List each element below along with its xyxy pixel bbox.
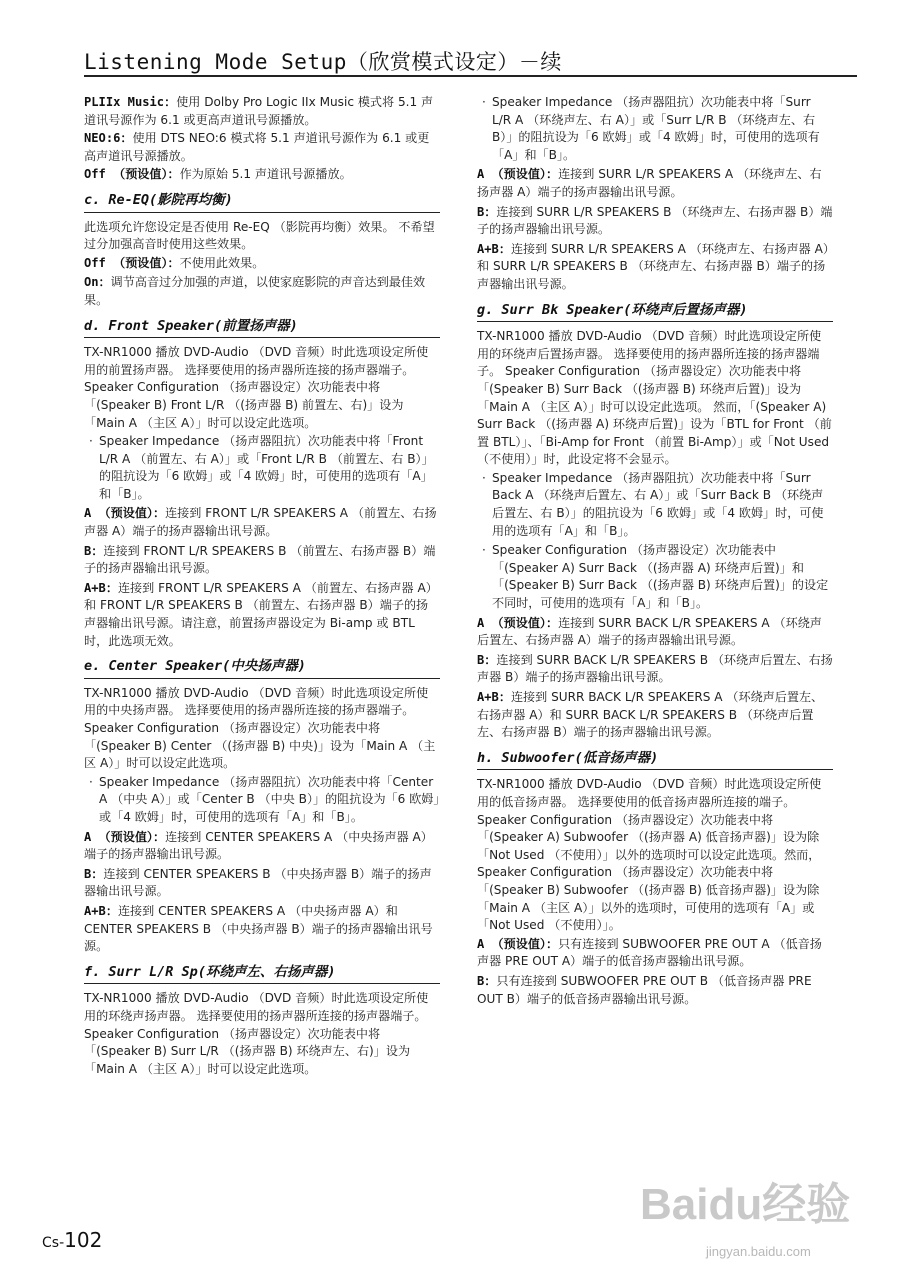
bullet-note: · Speaker Configuration （扬声器设定）次功能表中「(Speaker A) Surr Back （(扬声器 A) 环绕声后置)」和「(Speaker B) Surr Back （(扬声器 B) 环绕声后置)」的设定不同时，可使用的选项有「A」和「B」。 bbox=[477, 542, 833, 612]
option-item bbox=[84, 866, 440, 901]
option-neo6 bbox=[84, 130, 440, 165]
section-re-eq bbox=[84, 192, 440, 310]
option-text: 连接到 CENTER SPEAKERS A （中央扬声器 A）端子的扬声器输出讯号源。 bbox=[84, 829, 433, 862]
option-term: A （预设值）： bbox=[477, 936, 559, 951]
right-column bbox=[477, 94, 833, 1012]
page-title: Listening Mode Setup（欣赏模式设定）－续 bbox=[84, 50, 562, 74]
bullet-note: · Speaker Impedance （扬声器阻抗）次功能表中将「Surr Back A （环绕声后置左、右 A）」或「Surr Back B （环绕声后置左、右 B）」的阻抗设为「6 欧姆」或「4 欧姆」时，可使用的选项有「A」和「B」。 bbox=[477, 470, 833, 540]
option-text: 连接到 FRONT L/R SPEAKERS A （前置左、右扬声器 A）端子的扬声器输出讯号源。 bbox=[84, 506, 437, 539]
option-text: 连接到 SURR BACK L/R SPEAKERS A （环绕声后置左、右扬声器 A）端子的扬声器输出讯号源。 bbox=[477, 615, 822, 648]
option-term: A （预设值）： bbox=[477, 615, 559, 630]
option-term: NEO:6： bbox=[84, 131, 133, 146]
option-text: 只有连接到 SUBWOOFER PRE OUT A （低音扬声器 PRE OUT A）端子的低音扬声器输出讯号源。 bbox=[477, 936, 822, 969]
option-item bbox=[477, 204, 833, 239]
section-surr-back bbox=[477, 302, 833, 742]
section-heading: h. Subwoofer(低音扬声器) bbox=[477, 750, 833, 771]
option-text: 作为原始 5.1 声道讯号源播放。 bbox=[179, 167, 352, 182]
option-item bbox=[84, 829, 440, 864]
option-text: 不使用此效果。 bbox=[179, 255, 265, 270]
section-heading: d. Front Speaker(前置扬声器) bbox=[84, 318, 440, 339]
option-text: 调节高音过分加强的声道，以使家庭影院的声音达到最佳效果。 bbox=[84, 275, 426, 307]
watermark-logo: Baidu经验 bbox=[640, 1180, 851, 1229]
option-term: B： bbox=[477, 973, 497, 988]
bullet-note: · Speaker Impedance （扬声器阻抗）次功能表中将「Front L/R A （前置左、右 A）」或「Front L/R B （前置左、右 B）」的阻抗设为「6 欧姆」或「4 欧姆」时，可使用的选项有「A」和「B」。 bbox=[84, 433, 440, 503]
section-surr-lr bbox=[84, 964, 440, 1079]
option-item bbox=[477, 241, 833, 294]
section-body: 此选项允许您设定是否使用 Re-EQ （影院再均衡）效果。 不希望过分加强高音时使用这些效果。 bbox=[84, 219, 435, 252]
section-heading: e. Center Speaker(中央扬声器) bbox=[84, 658, 440, 679]
section-heading: g. Surr Bk Speaker(环绕声后置扬声器) bbox=[477, 302, 833, 323]
option-text: 连接到 SURR BACK L/R SPEAKERS B （环绕声后置左、右扬声器 B）端子的扬声器输出讯号源。 bbox=[477, 652, 833, 685]
option-term: On： bbox=[84, 275, 111, 290]
option-item bbox=[477, 973, 833, 1008]
option-term: B： bbox=[477, 204, 497, 219]
section-body: TX-NR1000 播放 DVD-Audio （DVD 音频）时此选项设定所使用的中央扬声器。 选择要使用的扬声器所连接的扬声器端子。Speaker Configuration （扬声器设定）次功能表中将「(Speaker B) Center （(扬声器 B) 中央)」设为「Main A （主区 A）」时可以设定此选项。 bbox=[84, 685, 436, 771]
option-item bbox=[84, 543, 440, 578]
option-text: 连接到 FRONT L/R SPEAKERS B （前置左、右扬声器 B）端子的扬声器输出讯号源。 bbox=[84, 543, 436, 576]
section-heading: c. Re-EQ(影院再均衡) bbox=[84, 192, 440, 213]
option-term: A+B： bbox=[477, 690, 511, 704]
option-term: A+B： bbox=[84, 580, 118, 595]
option-text: 连接到 SURR BACK L/R SPEAKERS A （环绕声后置左、右扬声器 A）和 SURR BACK L/R SPEAKERS B （环绕声后置左、右扬声器 B）端子的扬声器输出讯号源。 bbox=[477, 690, 824, 740]
option-item bbox=[84, 505, 440, 540]
option-text: 连接到 SURR L/R SPEAKERS B （环绕声左、右扬声器 B）端子的扬声器输出讯号源。 bbox=[477, 204, 833, 237]
option-off bbox=[84, 166, 440, 184]
option-item bbox=[84, 255, 440, 273]
option-term: B： bbox=[84, 543, 104, 558]
section-body: TX-NR1000 播放 DVD-Audio （DVD 音频）时此选项设定所使用的环绕声扬声器。 选择要使用的扬声器所连接的扬声器端子。Speaker Configuration （扬声器设定）次功能表中将「(Speaker B) Surr L/R （(扬声器 B) 环绕声左、右)」设为「Main A （主区 A）」时可以设定此选项。 bbox=[84, 991, 429, 1076]
bullet-note: · Speaker Impedance （扬声器阻抗）次功能表中将「Surr L/R A （环绕声左、右 A）」或「Surr L/R B （环绕声左、右 B）」的阻抗设为「6 欧姆」或「4 欧姆」时，可使用的选项有「A」和「B」。 bbox=[477, 94, 833, 164]
page-prefix: Cs- bbox=[42, 1235, 65, 1251]
option-text: 连接到 CENTER SPEAKERS B （中央扬声器 B）端子的扬声器输出讯号源。 bbox=[84, 866, 432, 899]
section-body: TX-NR1000 播放 DVD-Audio （DVD 音频）时此选项设定所使用的环绕声后置扬声器。 选择要使用的扬声器所连接的扬声器端子。 Speaker Configuration （扬声器设定）次功能表中将「(Speaker B) Surr Back （(扬声器 B) 环绕声后置)」设为「Main A （主区 A）」时可以设定此选项。 然而，「(Speaker A) Surr Back （(扬声器 A) 环绕声后置)」设为「BTL for Front （前置 BTL）」、「Bi-Amp for Front （前置 Bi-Amp）」或「Not Used （不使用）」时，此设定将不会显示。 bbox=[477, 329, 832, 467]
title-rule bbox=[84, 75, 857, 77]
section-body: TX-NR1000 播放 DVD-Audio （DVD 音频）时此选项设定所使用的低音扬声器。 选择要使用的低音扬声器所连接的端子。 Speaker Configuration （扬声器设定）次功能表中将「(Speaker A) Subwoofer （(扬声器 A) 低音扬声器)」设为除「Not Used （不使用）」以外的选项时可以设定此选项。然而，Speaker Configuration （扬声器设定）次功能表中将「(Speaker B) Subwoofer （(扬声器 B) 低音扬声器)」设为除「Main A （主区 A）」以外的选项时，可使用的选项有「A」或「Not Used （不使用）」。 bbox=[477, 777, 822, 933]
option-item bbox=[477, 166, 833, 201]
option-text: 连接到 SURR L/R SPEAKERS A （环绕声左、右扬声器 A）端子的扬声器输出讯号源。 bbox=[477, 167, 822, 199]
option-term: B： bbox=[84, 866, 104, 881]
option-text: 使用 DTS NEO:6 模式将 5.1 声道讯号源作为 6.1 或更高声道讯号源播放。 bbox=[84, 131, 430, 163]
option-item bbox=[84, 580, 440, 650]
option-text: 连接到 SURR L/R SPEAKERS A （环绕声左、右扬声器 A）和 SURR L/R SPEAKERS B （环绕声左、右扬声器 B）端子的扬声器输出讯号源。 bbox=[477, 241, 829, 291]
bullet-note: · Speaker Impedance （扬声器阻抗）次功能表中将「Center A （中央 A）」或「Center B （中央 B）」的阻抗设为「6 欧姆」或「4 欧姆」时，可使用的选项有「A」和「B」。 bbox=[84, 774, 440, 827]
option-item bbox=[477, 689, 833, 742]
option-text: 只有连接到 SUBWOOFER PRE OUT B （低音扬声器 PRE OUT B）端子的低音扬声器输出讯号源。 bbox=[477, 973, 812, 1006]
option-term: A+B： bbox=[477, 241, 511, 256]
watermark-url: jingyan.baidu.com bbox=[706, 1244, 811, 1259]
option-term: Off （预设值）： bbox=[84, 167, 180, 182]
section-body: TX-NR1000 播放 DVD-Audio （DVD 音频）时此选项设定所使用的前置扬声器。 选择要使用的扬声器所连接的扬声器端子。Speaker Configuration （扬声器设定）次功能表中将「(Speaker B) Front L/R （(扬声器 B) 前置左、右)」设为「Main A （主区 A）」时可以设定此选项。 bbox=[84, 345, 429, 430]
option-term: A （预设值）： bbox=[84, 506, 166, 521]
option-term: A （预设值）： bbox=[84, 829, 166, 844]
option-item bbox=[84, 274, 440, 309]
option-pliix bbox=[84, 94, 440, 129]
option-item bbox=[477, 615, 833, 650]
option-term: Off （预设值）： bbox=[84, 255, 180, 270]
page-number bbox=[42, 1228, 102, 1252]
option-term: B： bbox=[477, 652, 497, 667]
left-column bbox=[84, 94, 440, 1082]
page-number-value: 102 bbox=[64, 1228, 103, 1252]
option-item bbox=[84, 903, 440, 956]
option-term: A （预设值）： bbox=[477, 167, 559, 182]
option-text: 使用 Dolby Pro Logic IIx Music 模式将 5.1 声道讯号源作为 6.1 或更高声道讯号源播放。 bbox=[84, 95, 434, 127]
option-item bbox=[477, 936, 833, 971]
section-subwoofer bbox=[477, 750, 833, 1008]
option-item bbox=[477, 652, 833, 687]
option-term: PLIIx Music： bbox=[84, 95, 177, 109]
section-heading: f. Surr L/R Sp(环绕声左、右扬声器) bbox=[84, 964, 440, 985]
option-text: 连接到 CENTER SPEAKERS A （中央扬声器 A）和 CENTER SPEAKERS B （中央扬声器 B）端子的扬声器输出讯号源。 bbox=[84, 903, 433, 954]
section-center-speaker bbox=[84, 658, 440, 956]
section-front-speaker bbox=[84, 318, 440, 651]
option-term: A+B： bbox=[84, 903, 118, 918]
option-text: 连接到 FRONT L/R SPEAKERS A （前置左、右扬声器 A）和 FRONT L/R SPEAKERS B （前置左、右扬声器 B）端子的扬声器输出讯号源。请注意，前置扬声器设定为 Bi-amp 或 BTL 时，此选项无效。 bbox=[84, 580, 438, 648]
